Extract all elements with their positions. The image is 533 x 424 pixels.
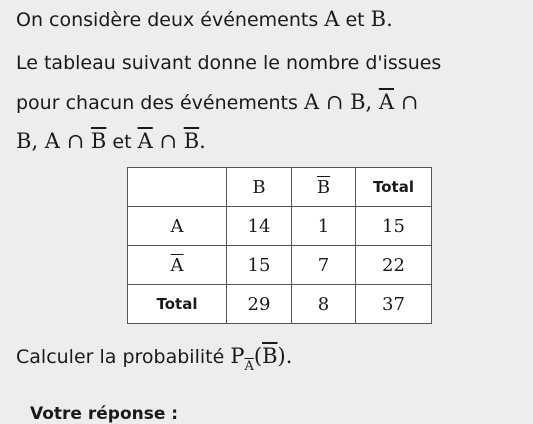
row-label-abar: $\overline{A}$ xyxy=(128,246,227,285)
set-inter-op-2: ∩ xyxy=(152,129,184,153)
description-period: . xyxy=(199,129,206,153)
header-total: Total xyxy=(356,168,432,207)
intro-prefix: On considère deux événements xyxy=(16,9,325,31)
table-cell: 8 xyxy=(292,285,356,324)
set-bbar: $\overline{B}$ xyxy=(90,129,107,153)
comma-1: , xyxy=(365,90,379,114)
probability-close: ). xyxy=(277,344,293,368)
description-line-2 xyxy=(16,85,418,120)
table-cell: 15 xyxy=(356,207,432,246)
header-bbar: $\overline{B}$ xyxy=(292,168,356,207)
comma-2: , xyxy=(31,129,45,153)
set-inter-op: ∩ xyxy=(394,90,419,114)
event-b: B xyxy=(370,7,387,31)
set-a-inter-b: A ∩ B xyxy=(303,90,366,114)
description-line-3 xyxy=(16,124,206,159)
table-cell: 29 xyxy=(227,285,292,324)
set-b: B xyxy=(16,129,32,153)
table-cell: 15 xyxy=(227,246,292,285)
probability-argument: $\overline{B}$ xyxy=(262,344,278,368)
table-cell: 37 xyxy=(356,285,432,324)
answer-label: Votre réponse : xyxy=(30,404,179,424)
table-corner-cell xyxy=(128,168,227,207)
description-text-2: pour chacun des événements xyxy=(16,92,304,114)
event-a: A xyxy=(324,7,340,31)
set-abar-2: $\overline{A}$ xyxy=(137,129,153,153)
table-cell: 14 xyxy=(227,207,292,246)
table-row xyxy=(128,285,432,324)
table-row xyxy=(128,246,432,285)
set-bbar-2: $\overline{B}$ xyxy=(183,129,200,153)
table-row xyxy=(128,207,432,246)
table-cell: 1 xyxy=(292,207,356,246)
description-et: et xyxy=(106,131,138,153)
contingency-table xyxy=(127,167,432,324)
table-header-row xyxy=(128,168,432,207)
header-b: B xyxy=(227,168,292,207)
probability-symbol: P xyxy=(230,344,245,368)
set-abar: $\overline{A}$ xyxy=(378,90,395,114)
table-cell: 22 xyxy=(356,246,432,285)
table-cell: 7 xyxy=(292,246,356,285)
description-line-1 xyxy=(16,46,441,80)
probability-subscript: A xyxy=(244,359,254,374)
description-text-1: Le tableau suivant donne le nombre d'issues xyxy=(16,52,442,74)
question-line xyxy=(16,339,292,377)
intro-line xyxy=(16,2,393,37)
intro-suffix: . xyxy=(386,7,393,31)
row-label-total: Total xyxy=(128,285,227,324)
probability-open-paren: ( xyxy=(253,344,263,368)
row-label-a: A xyxy=(128,207,227,246)
set-a-inter: A ∩ xyxy=(44,129,91,153)
question-text: Calculer la probabilité xyxy=(16,346,231,368)
intro-et: et xyxy=(339,9,371,31)
